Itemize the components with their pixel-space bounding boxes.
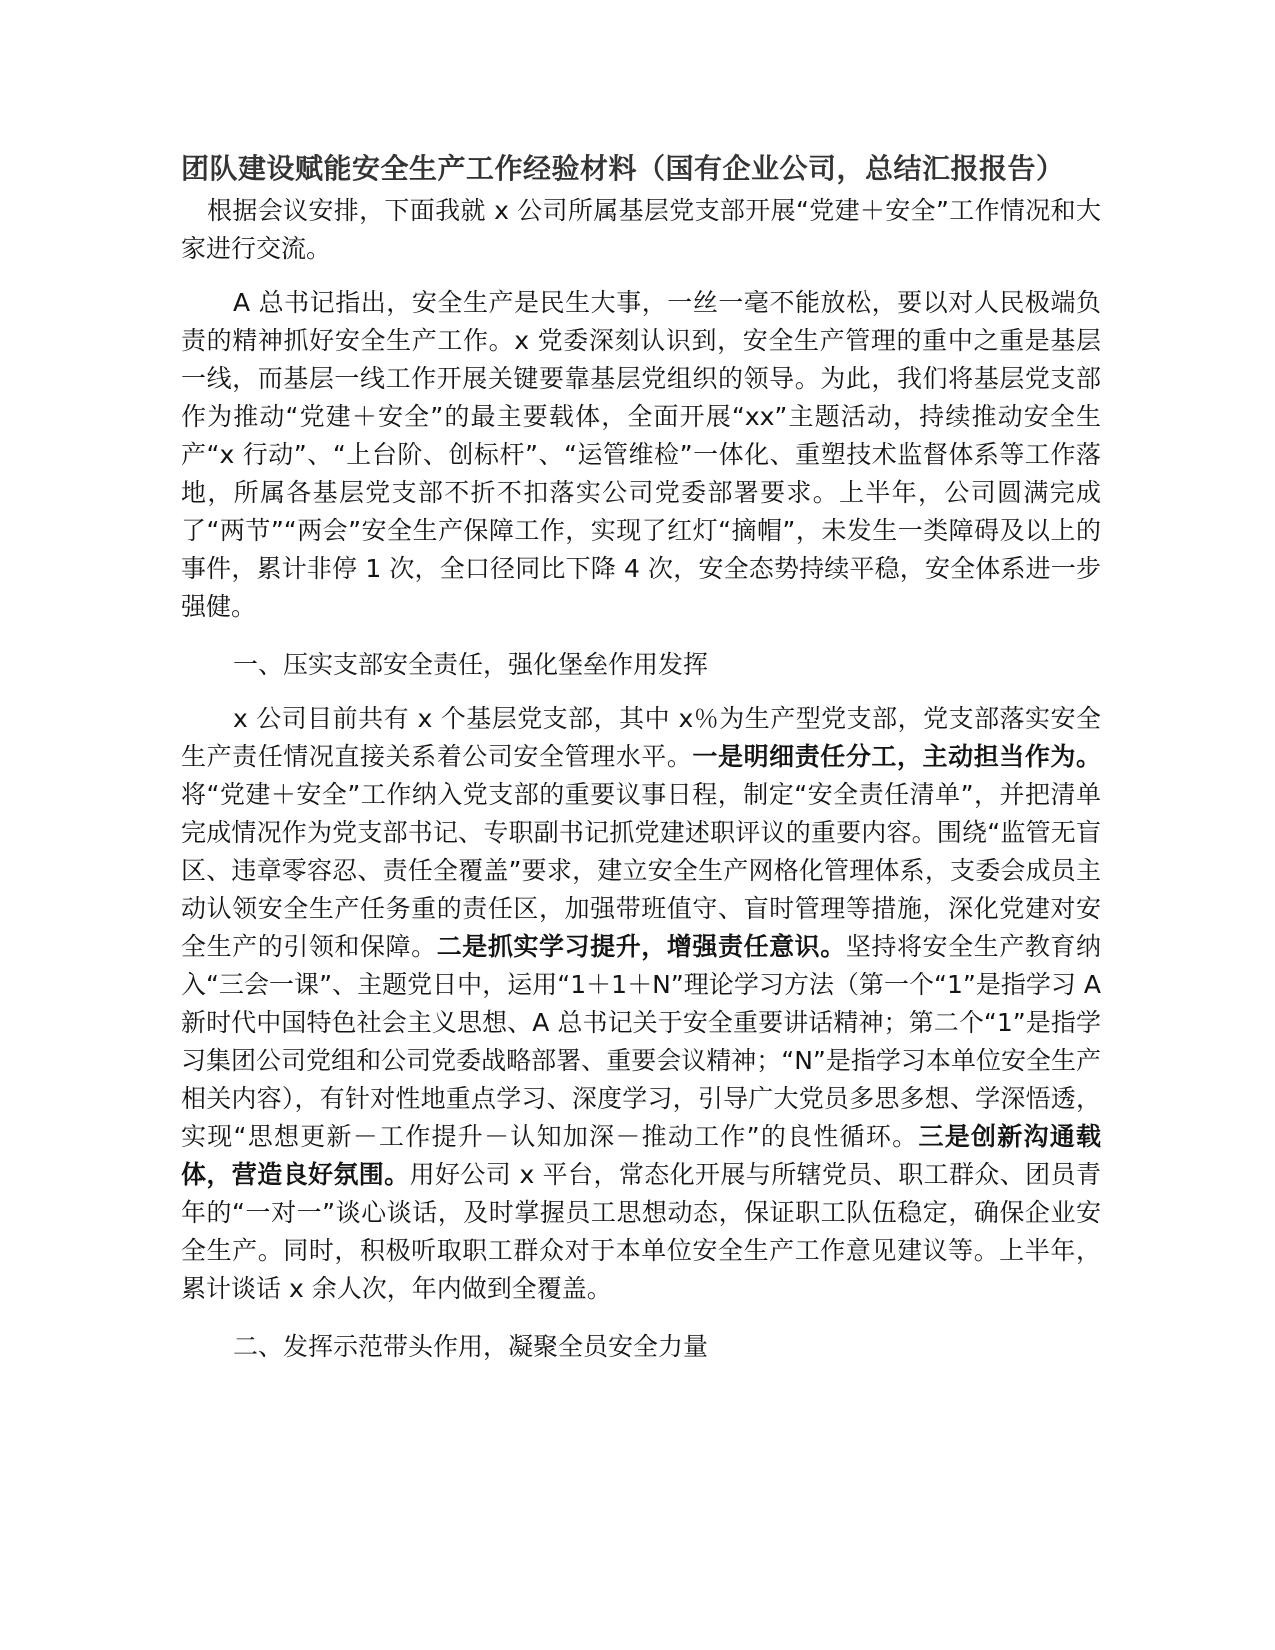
document-page (181, 150, 1101, 1366)
bold-point-1: 一是明细责任分工，主动担当作为。 (692, 742, 1101, 771)
bold-point-3: 三是创新沟通载体，营造良好氛围。 (181, 1122, 1101, 1189)
intro-paragraph: 根据会议安排，下面我就 x 公司所属基层党支部开展“党建＋安全”工作情况和大家进行交流。 (181, 196, 1101, 263)
bold-point-2: 二是抓实学习提升，增强责任意识。 (436, 932, 846, 961)
section-heading-2: 二、发挥示范带头作用，凝聚全员安全力量 (233, 1332, 709, 1361)
section-heading-1: 一、压实支部安全责任，强化堡垒作用发挥 (233, 650, 709, 679)
paragraph-text: 坚持将安全生产教育纳入“三会一课”、主题党日中，运用“1＋1＋N”理论学习方法（第一个“1”是指学习 A 新时代中国特色社会主义思想、A 总书记关于安全重要讲话精神；第二个“1”是指学习集团公司党组和公司党委战略部署、重要会议精神；“N”是指学习本单位安全生产相关内容），有针对性地重点学习、深度学习，引导广大党员多思多想、学深悟透，实现“思想更新－工作提升－认知加深－推动工作”的良性循环。 (181, 932, 1101, 1151)
paragraph-text: 用好公司 x 平台，常态化开展与所辖党员、职工群众、团员青年的“一对一”谈心谈话，及时掌握员工思想动态，保证职工队伍稳定，确保企业安全生产。同时，积极听取职工群众对于本单位安全生产工作意见建议等。上半年，累计谈话 x 余人次，年内做到全覆盖。 (181, 1160, 1101, 1303)
paragraph-text: 将“党建＋安全”工作纳入党支部的重要议事日程，制定“安全责任清单”，并把清单完成情况作为党支部书记、专职副书记抓党建述职评议的重要内容。围绕“监管无盲区、违章零容忍、责任全覆盖”要求，建立安全生产网格化管理体系，支委会成员主动认领安全生产任务重的责任区，加强带班值守、盲时管理等措施，深化党建对安全生产的引领和保障。 (181, 780, 1101, 961)
document-title: 团队建设赋能安全生产工作经验材料（国有企业公司，总结汇报报告） (181, 152, 1065, 185)
paragraph-section-1 (181, 700, 1101, 1308)
paragraph-overview: A 总书记指出，安全生产是民生大事，一丝一毫不能放松，要以对人民极端负责的精神抓好安全生产工作。x 党委深刻认识到，安全生产管理的重中之重是基层一线，而基层一线工作开展关键要靠基层党组织的领导。为此，我们将基层党支部作为推动“党建＋安全”的最主要载体，全面开展“xx”主题活动，持续推动安全生产“x 行动”、“上台阶、创标杆”、“运管维检”一体化、重塑技术监督体系等工作落地，所属各基层党支部不折不扣落实公司党委部署要求。上半年，公司圆满完成了“两节”“两会”安全生产保障工作，实现了红灯“摘帽”，未发生一类障碍及以上的事件，累计非停 1 次，全口径同比下降 4 次，安全态势持续平稳，安全体系进一步强健。 (181, 288, 1101, 621)
paragraph-text: x 公司目前共有 x 个基层党支部，其中 x％为生产型党支部，党支部落实安全生产责任情况直接关系着公司安全管理水平。 (181, 704, 1101, 771)
